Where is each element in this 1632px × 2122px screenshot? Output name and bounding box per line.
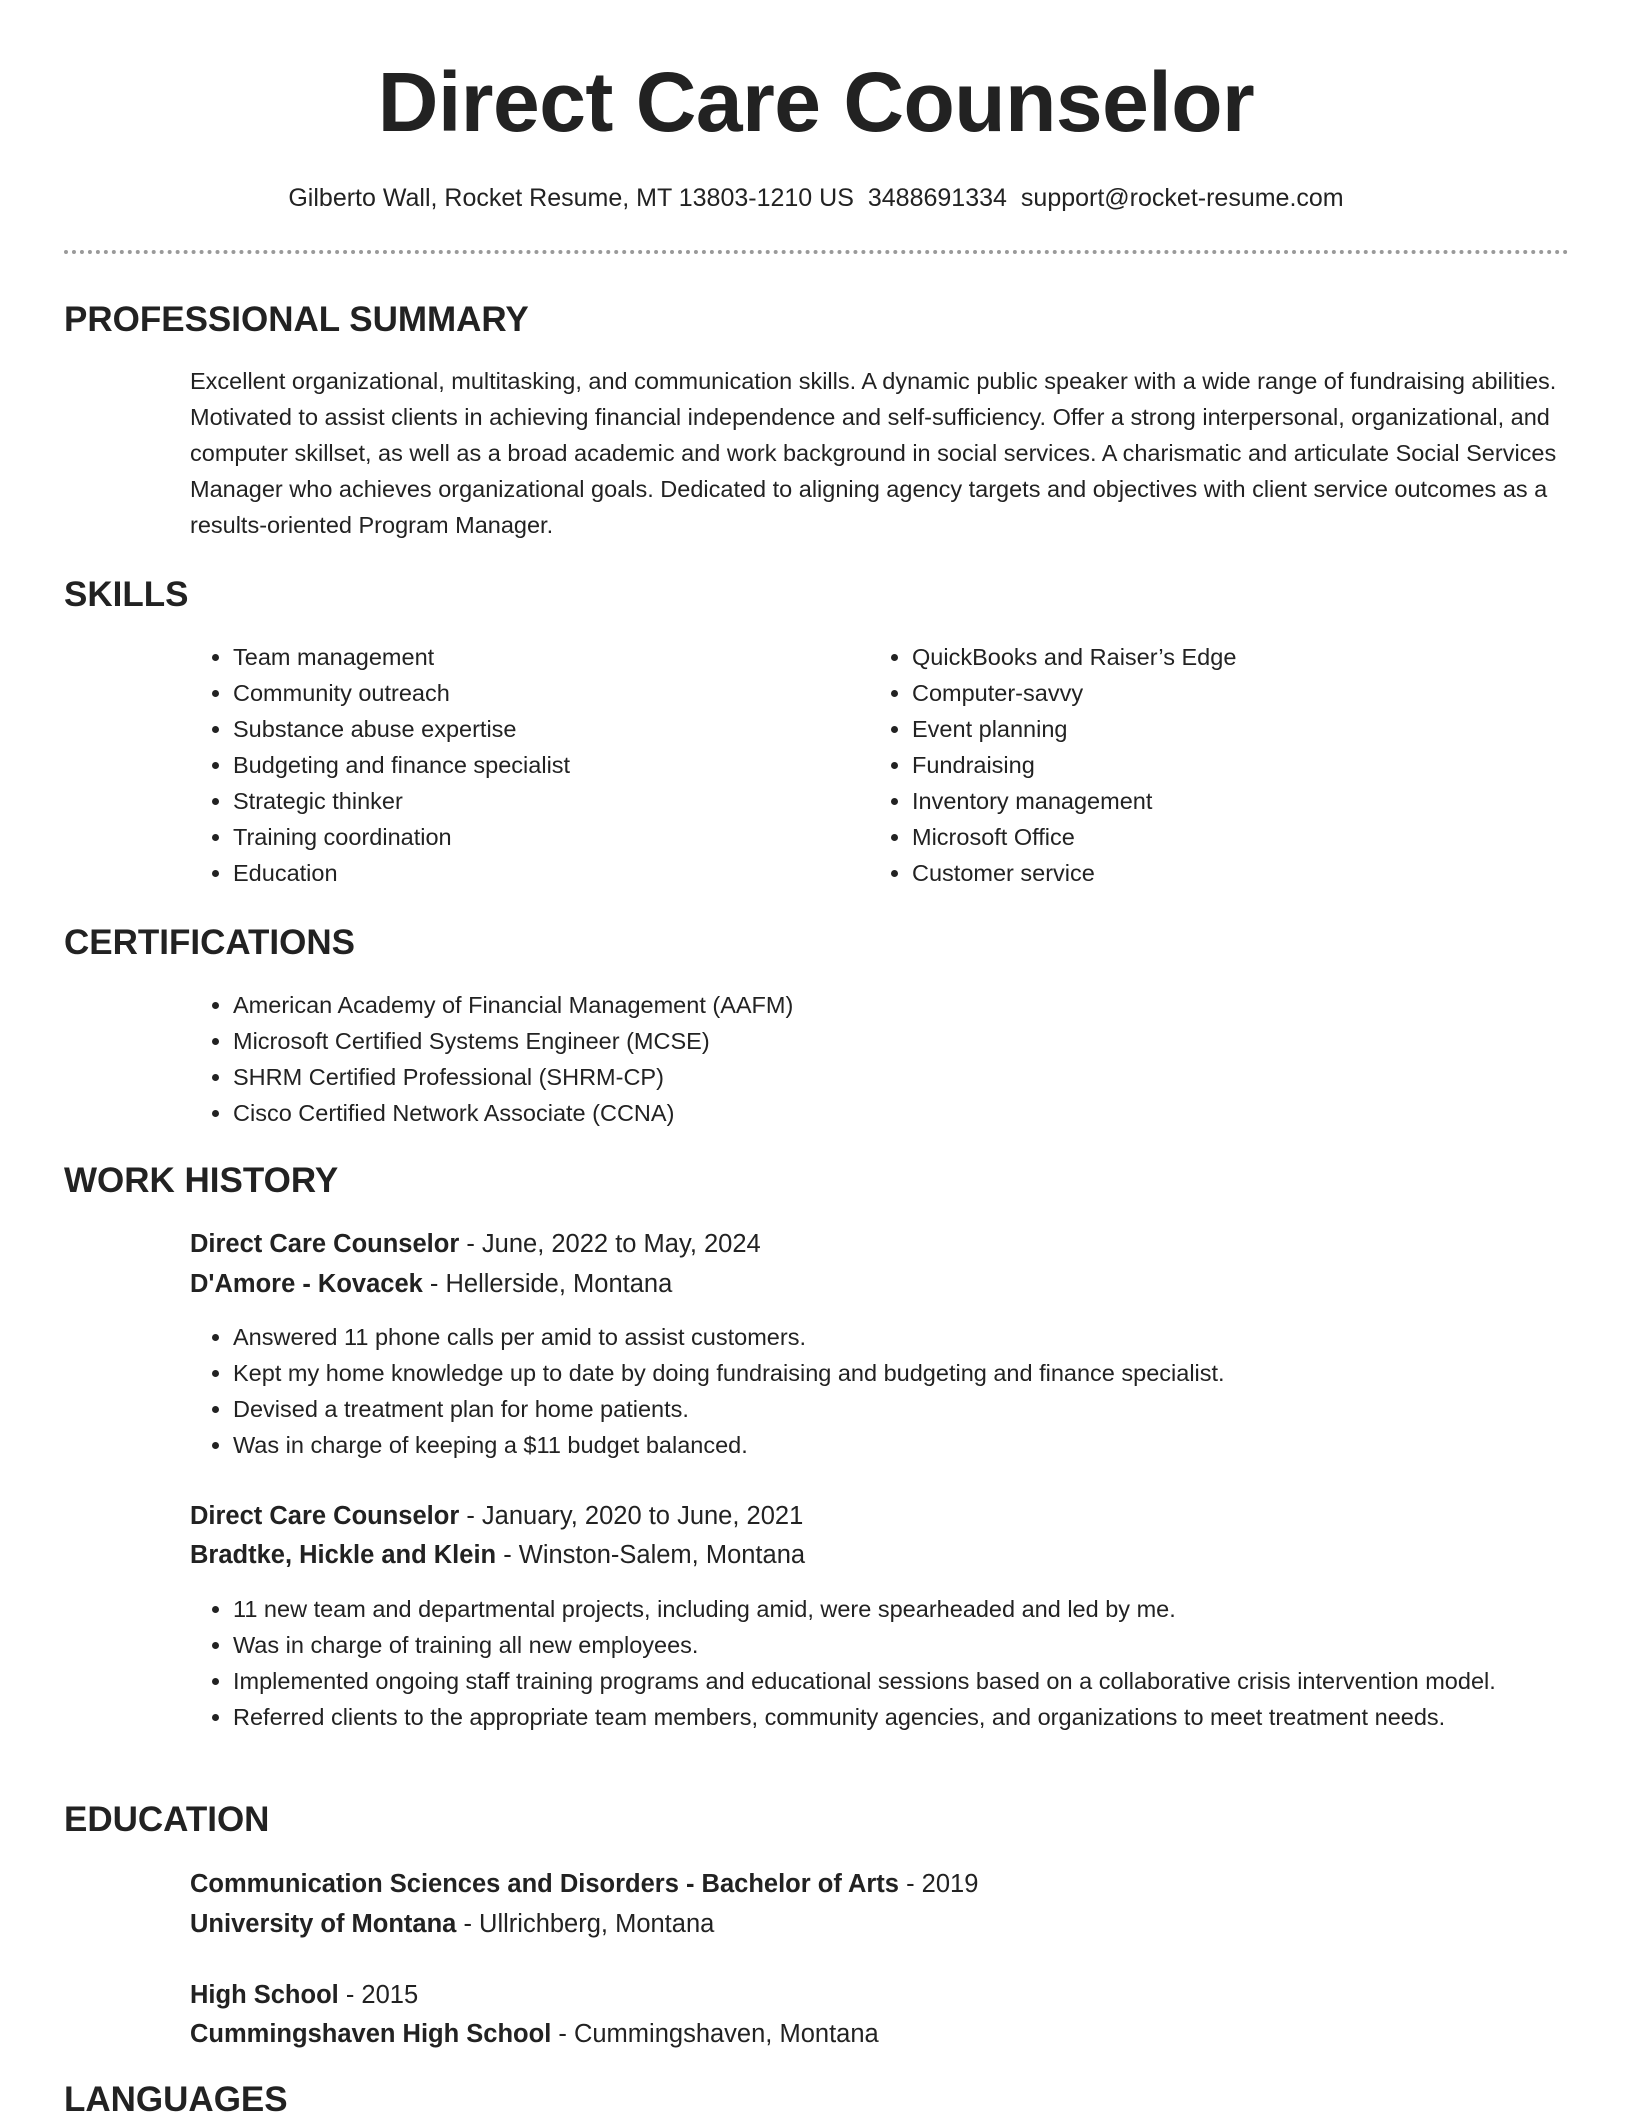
education-year: - 2019 <box>898 1870 979 1898</box>
education-degree-line <box>190 1975 418 2015</box>
skill-item: • Training coordination <box>233 819 853 855</box>
job-role: Direct Care Counselor <box>190 1230 460 1258</box>
certification-item: • Cisco Certified Network Associate (CCNA) <box>233 1095 1533 1131</box>
job-bullets <box>190 1319 1613 1463</box>
job-company: Bradtke, Hickle and Klein <box>190 1541 497 1569</box>
job-location: - Hellerside, Montana <box>422 1270 673 1298</box>
education-degree: High School <box>190 1981 339 2009</box>
job-title-line <box>190 1496 803 1536</box>
skill-item: • Event planning <box>912 711 1532 747</box>
skills-list-right <box>869 639 1532 891</box>
job-bullet: • Devised a treatment plan for home patients. <box>233 1391 1613 1427</box>
job-company-line <box>190 1535 805 1575</box>
skills-list-left <box>190 639 853 891</box>
skill-item: • Team management <box>233 639 853 675</box>
section-title-certifications: CERTIFICATIONS <box>64 923 356 962</box>
contact-address: Gilberto Wall, Rocket Resume, MT 13803-1210 US <box>288 184 854 212</box>
certification-item: • Microsoft Certified Systems Engineer (MCSE) <box>233 1023 1533 1059</box>
job-bullet: • 11 new team and departmental projects, including amid, were spearheaded and led by me. <box>233 1591 1573 1627</box>
skill-item: • Education <box>233 855 853 891</box>
header-divider <box>64 250 1569 254</box>
skill-item: • Substance abuse expertise <box>233 711 853 747</box>
education-location: - Ullrichberg, Montana <box>456 1910 715 1938</box>
certification-item: • American Academy of Financial Management (AAFM) <box>233 987 1533 1023</box>
education-degree: Communication Sciences and Disorders - Bachelor of Arts <box>190 1870 899 1898</box>
education-school-line <box>190 1904 714 1944</box>
job-bullet: • Referred clients to the appropriate team members, community agencies, and organizations to meet treatment needs. <box>233 1699 1573 1735</box>
skill-item: • Fundraising <box>912 747 1532 783</box>
summary-text: Excellent organizational, multitasking, and communication skills. A dynamic public speaker with a wide range of fundraising abilities. Motivated to assist clients in achieving financial independence and self-sufficiency. Offer a strong interpersonal, organizational, and computer skillset, as well as a broad academic and work background in social services. A charismatic and articulate Social Services Manager who achieves organizational goals. Dedicated to aligning agency targets and objectives with client service outcomes as a results-oriented Program Manager. <box>190 368 1557 538</box>
job-bullet: • Implemented ongoing staff training programs and educational sessions based on a collaborative crisis intervention model. <box>233 1663 1573 1699</box>
section-title-summary: PROFESSIONAL SUMMARY <box>64 300 529 339</box>
job-bullets <box>190 1591 1573 1735</box>
education-school-line <box>190 2014 879 2054</box>
section-title-work-history: WORK HISTORY <box>64 1161 339 1200</box>
job-bullet: • Kept my home knowledge up to date by doing fundraising and budgeting and finance specialist. <box>233 1355 1613 1391</box>
education-school: University of Montana <box>190 1910 457 1938</box>
job-location: - Winston-Salem, Montana <box>496 1541 806 1569</box>
job-bullet: • Was in charge of training all new employees. <box>233 1627 1573 1663</box>
skill-item: • Community outreach <box>233 675 853 711</box>
job-dates: - June, 2022 to May, 2024 <box>459 1230 761 1258</box>
job-bullet: • Was in charge of keeping a $11 budget balanced. <box>233 1427 1613 1463</box>
job-title-line <box>190 1224 761 1264</box>
education-location: - Cummingshaven, Montana <box>551 2020 879 2048</box>
education-degree-line <box>190 1864 978 1904</box>
section-title-skills: SKILLS <box>64 575 189 614</box>
education-school: Cummingshaven High School <box>190 2020 552 2048</box>
job-role: Direct Care Counselor <box>190 1502 460 1530</box>
skill-item: • Inventory management <box>912 783 1532 819</box>
section-title-education: EDUCATION <box>64 1800 270 1839</box>
contact-phone: 3488691334 <box>867 184 1007 212</box>
job-bullet: • Answered 11 phone calls per amid to assist customers. <box>233 1319 1613 1355</box>
certification-item: • SHRM Certified Professional (SHRM-CP) <box>233 1059 1533 1095</box>
contact-line <box>0 178 1632 218</box>
job-company-line <box>190 1264 672 1304</box>
contact-email: support@rocket-resume.com <box>1020 184 1344 212</box>
education-year: - 2015 <box>338 1981 419 2009</box>
skill-item: • Computer-savvy <box>912 675 1532 711</box>
skill-item: • Customer service <box>912 855 1532 891</box>
job-dates: - January, 2020 to June, 2021 <box>459 1502 804 1530</box>
skill-item: • Microsoft Office <box>912 819 1532 855</box>
section-title-languages: LANGUAGES <box>64 2080 288 2119</box>
skill-item: • Budgeting and finance specialist <box>233 747 853 783</box>
candidate-title: Direct Care Counselor <box>377 55 1255 149</box>
certifications-list <box>190 987 1533 1131</box>
skill-item: • QuickBooks and Raiser’s Edge <box>912 639 1532 675</box>
skill-item: • Strategic thinker <box>233 783 853 819</box>
job-company: D'Amore - Kovacek <box>190 1270 423 1298</box>
